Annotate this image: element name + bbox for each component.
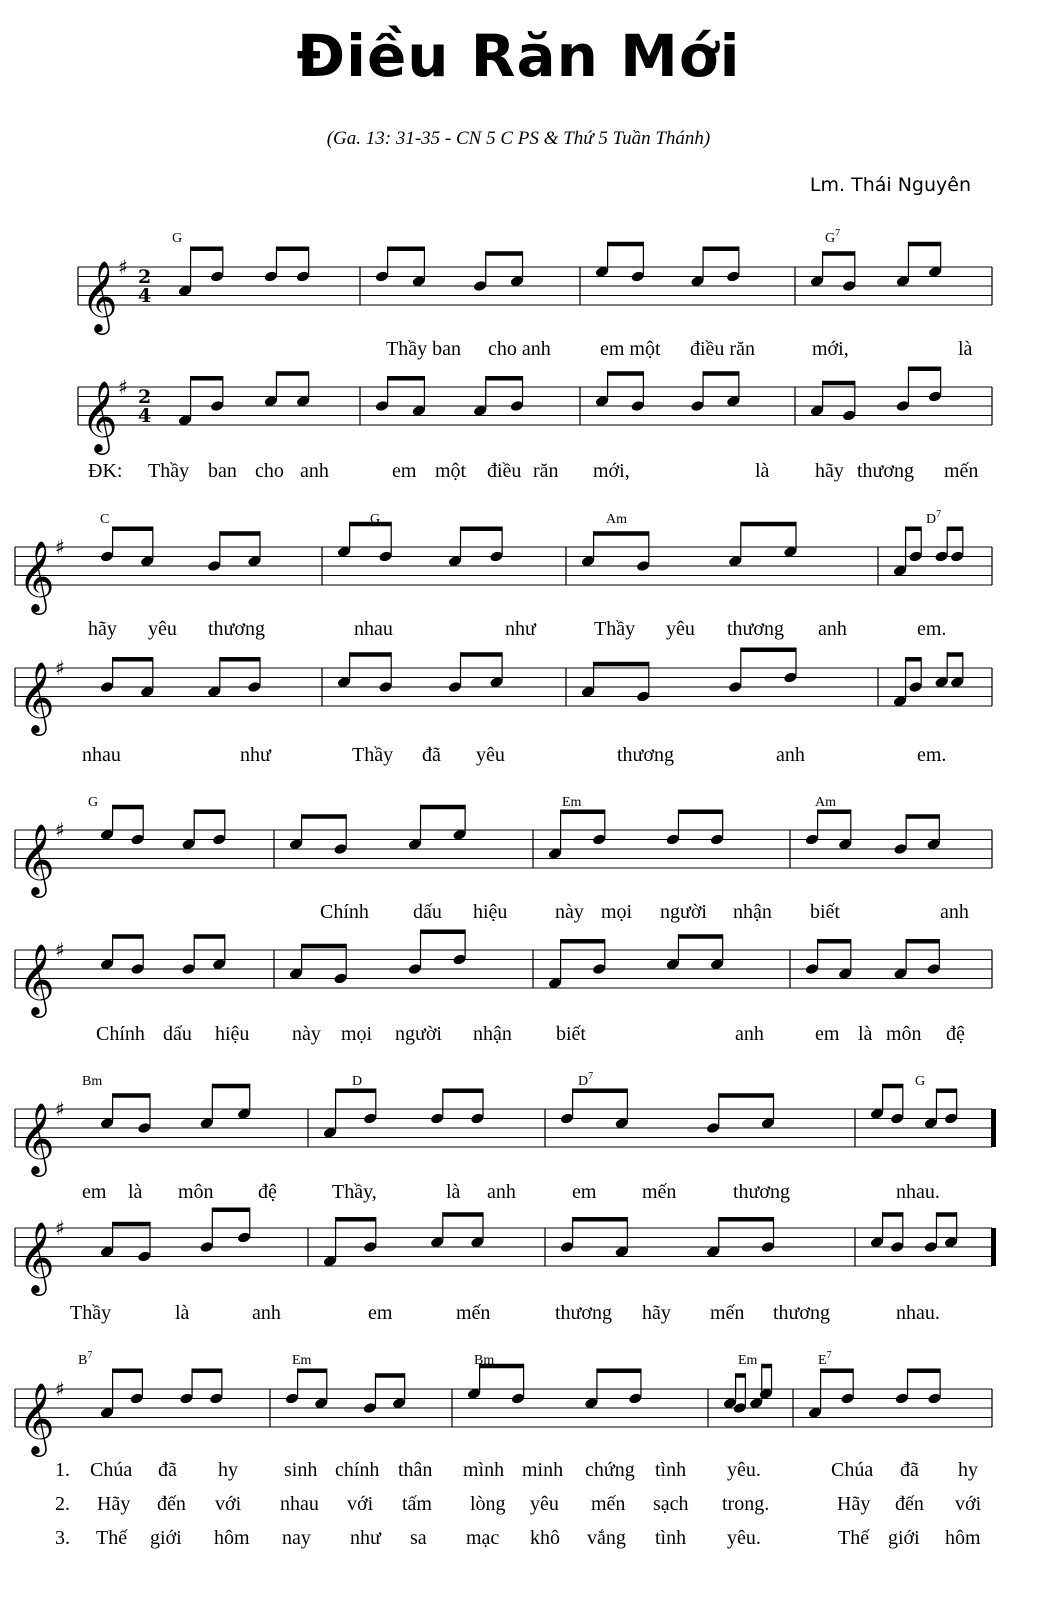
treble-clef-icon: 𝄞 bbox=[81, 379, 118, 452]
melody-lyric-word: thương bbox=[208, 618, 265, 640]
harmony-beam bbox=[906, 939, 939, 944]
melody-beam bbox=[741, 522, 796, 527]
melody-lyric-word: hãy bbox=[88, 618, 117, 640]
chord-symbol: Am bbox=[815, 795, 836, 810]
chord-symbol: $D^7$ bbox=[926, 509, 942, 527]
key-signature-sharp-icon: ♯ bbox=[55, 535, 65, 559]
harmony-beam bbox=[113, 657, 153, 662]
melody-lyric-word: anh bbox=[940, 901, 969, 923]
refrain-lyric-word: là bbox=[175, 1302, 190, 1324]
refrain-lyric-word: anh bbox=[735, 1023, 764, 1045]
refrain-lyric-word: điều bbox=[487, 460, 522, 482]
verse-lyric-word: giới bbox=[150, 1527, 182, 1549]
melody-lyric-word: thương bbox=[733, 1181, 790, 1203]
time-signature-bottom: 4 bbox=[138, 405, 152, 427]
harmony-beam bbox=[486, 376, 523, 381]
refrain-lyric-word: em bbox=[392, 460, 417, 482]
melody-beam bbox=[883, 1084, 903, 1089]
melody-lyric-word: em một bbox=[600, 338, 661, 360]
melody-beam bbox=[302, 814, 347, 819]
harmony-beam bbox=[608, 371, 644, 376]
chord-superscript: 7 bbox=[835, 228, 841, 239]
chord-superscript: 7 bbox=[588, 1071, 594, 1082]
harmony-beam bbox=[573, 1217, 628, 1222]
verse-lyric-word: mạc bbox=[466, 1527, 500, 1549]
refrain-lyric-word: Thầy bbox=[352, 744, 394, 766]
refrain-lyric-word: đã bbox=[422, 744, 441, 766]
verse-lyric-word: đến bbox=[157, 1493, 186, 1515]
melody-beam bbox=[594, 531, 649, 536]
melody-beam bbox=[678, 810, 722, 815]
verse-lyric-word: giới bbox=[888, 1527, 920, 1549]
harmony-beam bbox=[350, 652, 392, 657]
verse-lyric-word: tình bbox=[655, 1459, 687, 1481]
chord-symbol: Am bbox=[606, 512, 627, 527]
key-signature-sharp-icon: ♯ bbox=[118, 255, 128, 279]
melody-lyric-word: là bbox=[958, 338, 973, 360]
treble-clef-icon: 𝄞 bbox=[18, 1381, 55, 1454]
refrain-lyric-word: mến bbox=[710, 1302, 745, 1324]
melody-lyric-word: cho anh bbox=[488, 338, 551, 360]
final-barline bbox=[991, 1228, 996, 1266]
melody-beam bbox=[736, 1373, 746, 1378]
chord-symbol: $D^7$ bbox=[578, 1071, 594, 1089]
treble-clef-icon: 𝄞 bbox=[18, 822, 55, 895]
melody-beam bbox=[113, 1093, 150, 1098]
harmony-beam bbox=[883, 1212, 903, 1217]
melody-beam bbox=[461, 527, 503, 532]
harmony-beam bbox=[678, 934, 722, 939]
verse-lyric-word: yêu. bbox=[727, 1527, 761, 1549]
melody-beam bbox=[818, 810, 851, 815]
harmony-beam bbox=[421, 930, 466, 935]
key-signature-sharp-icon: ♯ bbox=[55, 1216, 65, 1240]
chord-symbol: Bm bbox=[474, 1353, 495, 1368]
refrain-lyric-word: anh bbox=[300, 460, 329, 482]
chord-symbol: Em bbox=[292, 1353, 312, 1368]
harmony-beam bbox=[936, 1212, 956, 1217]
melody-beam bbox=[597, 1369, 641, 1374]
verse-lyric-word: tấm bbox=[402, 1493, 432, 1515]
refrain-lyric-word: thương bbox=[617, 744, 674, 766]
verse-lyric-word: Thế bbox=[96, 1527, 128, 1549]
harmony-beam bbox=[194, 934, 225, 939]
melody-beam bbox=[192, 1369, 222, 1374]
verse-lyric-word: mình bbox=[463, 1459, 505, 1481]
melody-beam bbox=[113, 805, 144, 810]
melody-beam bbox=[561, 810, 605, 815]
verse-lyric-word: đã bbox=[158, 1459, 177, 1481]
verse-lyric-word: Chúa bbox=[90, 1459, 133, 1481]
chord-symbol: Bm bbox=[82, 1074, 103, 1089]
melody-staff bbox=[15, 547, 992, 585]
melody-lyric-word: Thầy ban bbox=[386, 338, 461, 360]
melody-lyric-word: như bbox=[505, 618, 536, 640]
verse-lyric-word: sa bbox=[410, 1527, 427, 1549]
composer-credit: Lm. Thái Nguyên bbox=[809, 174, 971, 196]
chord-symbol: G bbox=[172, 231, 183, 246]
melody-lyric-word: Thầy, bbox=[332, 1181, 377, 1203]
refrain-lyric-word: Thầy bbox=[148, 460, 190, 482]
melody-beam bbox=[821, 1369, 854, 1374]
refrain-lyric-word: Chính bbox=[96, 1023, 145, 1045]
melody-beam bbox=[375, 1373, 404, 1378]
refrain-lyric-word: yêu bbox=[476, 744, 505, 766]
melody-beam bbox=[608, 242, 644, 247]
melody-lyric-word: là bbox=[128, 1181, 143, 1203]
melody-lyric-word: mọi bbox=[601, 901, 633, 923]
refrain-lyric-word: là bbox=[858, 1023, 873, 1045]
verse-lyric-word: hôm bbox=[214, 1527, 250, 1549]
melody-lyric-word: nhau bbox=[354, 618, 393, 640]
refrain-lyric-word: răn bbox=[533, 460, 559, 482]
refrain-lyric-word: nhau. bbox=[896, 1302, 940, 1324]
verse-lyric-word: đã bbox=[900, 1459, 919, 1481]
refrain-lyric-word: Thầy bbox=[70, 1302, 112, 1324]
chord-symbol: G bbox=[915, 1074, 926, 1089]
melody-staff bbox=[15, 1109, 992, 1147]
refrain-lyric-word: thương bbox=[773, 1302, 830, 1324]
melody-beam bbox=[762, 1364, 772, 1369]
chord-symbol: G bbox=[370, 512, 381, 527]
harmony-beam bbox=[302, 944, 347, 949]
chord-symbol: $E^7$ bbox=[818, 1350, 832, 1368]
harmony-beam bbox=[191, 376, 223, 381]
refrain-lyric-word: anh bbox=[776, 744, 805, 766]
harmony-staff bbox=[15, 668, 992, 706]
refrain-lyric-word: thương bbox=[857, 460, 914, 482]
melody-beam bbox=[336, 1089, 376, 1094]
key-signature-sharp-icon: ♯ bbox=[55, 938, 65, 962]
melody-beam bbox=[486, 251, 523, 256]
treble-clef-icon: 𝄞 bbox=[18, 660, 55, 733]
verse-lyric-word: hôm bbox=[945, 1527, 981, 1549]
melody-lyric-word: Chính bbox=[320, 901, 369, 923]
verse-lyric-word: vắng bbox=[587, 1527, 626, 1549]
melody-lyric-word: anh bbox=[818, 618, 847, 640]
treble-clef-icon: 𝄞 bbox=[18, 942, 55, 1015]
verse-lyric-word: sạch bbox=[653, 1493, 689, 1515]
refrain-lyric-word: em bbox=[368, 1302, 393, 1324]
refrain-lyric-word: hãy bbox=[815, 460, 844, 482]
melody-beam bbox=[194, 810, 225, 815]
harmony-beam bbox=[594, 662, 649, 667]
refrain-lyric-word: em bbox=[815, 1023, 840, 1045]
melody-beam bbox=[276, 247, 308, 252]
melody-lyric-word: môn bbox=[178, 1181, 214, 1203]
key-signature-sharp-icon: ♯ bbox=[55, 656, 65, 680]
time-signature-top: 2 bbox=[138, 266, 152, 288]
melody-lyric-word: yêu bbox=[148, 618, 177, 640]
melody-beam bbox=[906, 527, 922, 532]
verse-lyric-word: chứng bbox=[585, 1459, 635, 1481]
verse-lyric-word: thân bbox=[398, 1459, 433, 1481]
melody-lyric-word: yêu bbox=[666, 618, 695, 640]
refrain-lyric-word: anh bbox=[252, 1302, 281, 1324]
refrain-lyric-word: hãy bbox=[642, 1302, 671, 1324]
song-subtitle: (Ga. 13: 31-35 - CN 5 C PS & Thứ 5 Tuần Thánh) bbox=[326, 128, 711, 149]
melody-lyric-word: mến bbox=[642, 1181, 677, 1203]
refrain-lyric-word: đệ bbox=[946, 1023, 965, 1045]
harmony-beam bbox=[908, 367, 940, 372]
melody-lyric-word: Thầy bbox=[594, 618, 636, 640]
harmony-beam bbox=[741, 648, 796, 653]
chord-superscript: 7 bbox=[936, 509, 942, 520]
song-title: Điều Răn Mới bbox=[296, 22, 741, 90]
key-signature-sharp-icon: ♯ bbox=[55, 1097, 65, 1121]
verse-lyric-word: hy bbox=[218, 1459, 238, 1481]
key-signature-sharp-icon: ♯ bbox=[118, 375, 128, 399]
harmony-beam bbox=[703, 371, 739, 376]
verse-lyric-word: trong. bbox=[722, 1493, 770, 1515]
refrain-lyric-word: mến bbox=[944, 460, 979, 482]
verse-lyric-word: nay bbox=[282, 1527, 311, 1549]
melody-lyric-word: này bbox=[555, 901, 584, 923]
verse-lyric-word: như bbox=[350, 1527, 381, 1549]
harmony-staff bbox=[15, 950, 992, 988]
harmony-beam bbox=[947, 652, 963, 657]
melody-beam bbox=[443, 1089, 483, 1094]
refrain-lyric-word: môn bbox=[886, 1023, 922, 1045]
melody-lyric-word: là bbox=[446, 1181, 461, 1203]
harmony-beam bbox=[906, 657, 922, 662]
verse-lyric-word: tình bbox=[655, 1527, 687, 1549]
verse-lyric-word: yêu bbox=[530, 1493, 559, 1515]
harmony-beam bbox=[823, 381, 855, 386]
verse-lyric-word: Hãy bbox=[837, 1493, 871, 1515]
verse-lyric-word: với bbox=[955, 1493, 982, 1515]
verse-lyric-word: chính bbox=[335, 1459, 380, 1481]
harmony-beam bbox=[461, 652, 503, 657]
harmony-beam bbox=[336, 1217, 376, 1222]
refrain-lyric-word: nhau bbox=[82, 744, 121, 766]
time-signature-top: 2 bbox=[138, 386, 152, 408]
harmony-beam bbox=[113, 934, 144, 939]
melody-beam bbox=[936, 1089, 956, 1094]
refrain-lyric-word: mến bbox=[456, 1302, 491, 1324]
melody-lyric-word: em bbox=[82, 1181, 107, 1203]
verse-lyric-word: sinh bbox=[284, 1459, 318, 1481]
harmony-beam bbox=[220, 657, 260, 662]
harmony-beam bbox=[388, 376, 425, 381]
verse-lyric-word: minh bbox=[522, 1459, 564, 1481]
treble-clef-icon: 𝄞 bbox=[18, 1220, 55, 1293]
key-signature-sharp-icon: ♯ bbox=[55, 1377, 65, 1401]
refrain-lyric-word: thương bbox=[555, 1302, 612, 1324]
verse-lyric-word: đến bbox=[895, 1493, 924, 1515]
verse-lyric-word: 1. bbox=[55, 1459, 70, 1481]
verse-lyric-word: với bbox=[347, 1493, 374, 1515]
chord-symbol: C bbox=[100, 512, 110, 527]
melody-beam bbox=[906, 814, 939, 819]
melody-beam bbox=[191, 247, 223, 252]
harmony-beam bbox=[212, 1208, 249, 1213]
chord-symbol: Em bbox=[562, 795, 582, 810]
chord-superscript: 7 bbox=[87, 1350, 93, 1361]
melody-lyric-word: em bbox=[572, 1181, 597, 1203]
treble-clef-icon: 𝄞 bbox=[18, 1101, 55, 1174]
melody-beam bbox=[220, 531, 260, 536]
refrain-lyric-word: ban bbox=[208, 460, 237, 482]
refrain-lyric-word: người bbox=[395, 1023, 442, 1045]
melody-lyric-word: điều răn bbox=[690, 338, 755, 360]
melody-beam bbox=[908, 242, 940, 247]
refrain-lyric-word: này bbox=[292, 1023, 321, 1045]
melody-beam bbox=[573, 1089, 628, 1094]
chord-symbol: G bbox=[88, 795, 99, 810]
verse-lyric-word: với bbox=[215, 1493, 242, 1515]
chord-symbol: $G^7$ bbox=[825, 228, 841, 246]
verse-lyric-word: Chúa bbox=[831, 1459, 874, 1481]
melody-lyric-word: người bbox=[660, 901, 707, 923]
refrain-lyric-word: là bbox=[755, 460, 770, 482]
melody-beam bbox=[823, 251, 855, 256]
treble-clef-icon: 𝄞 bbox=[18, 539, 55, 612]
melody-lyric-word: em. bbox=[917, 618, 947, 640]
melody-beam bbox=[113, 1369, 143, 1374]
chord-superscript: 7 bbox=[826, 1350, 832, 1361]
melody-lyric-word: dấu bbox=[413, 901, 442, 923]
melody-lyric-word: nhau. bbox=[896, 1181, 940, 1203]
refrain-lyric-word: nhận bbox=[473, 1023, 512, 1045]
verse-lyric-word: Thế bbox=[838, 1527, 870, 1549]
verse-lyric-word: khô bbox=[530, 1527, 560, 1549]
melody-beam bbox=[908, 1369, 941, 1374]
melody-lyric-word: biết bbox=[810, 901, 840, 923]
refrain-lyric-word: mọi bbox=[341, 1023, 373, 1045]
verse-lyric-word: lòng bbox=[470, 1493, 506, 1515]
melody-beam bbox=[388, 247, 425, 252]
verse-lyric-word: yêu. bbox=[727, 1459, 761, 1481]
melody-lyric-word: anh bbox=[487, 1181, 516, 1203]
verse-lyric-word: 2. bbox=[55, 1493, 70, 1515]
harmony-staff bbox=[15, 1228, 992, 1266]
refrain-lyric-word: ĐK: bbox=[88, 460, 123, 482]
verse-lyric-word: hy bbox=[958, 1459, 978, 1481]
verse-lyric-word: 3. bbox=[55, 1527, 70, 1549]
refrain-lyric-word: em. bbox=[917, 744, 947, 766]
refrain-lyric-word: mới, bbox=[593, 460, 630, 482]
harmony-beam bbox=[113, 1222, 150, 1227]
time-signature-bottom: 4 bbox=[138, 285, 152, 307]
melody-beam bbox=[947, 527, 963, 532]
refrain-lyric-word: cho bbox=[255, 460, 284, 482]
harmony-beam bbox=[719, 1217, 774, 1222]
chord-symbol: $B^7$ bbox=[78, 1350, 93, 1368]
verse-lyric-word: Hãy bbox=[97, 1493, 131, 1515]
refrain-lyric-word: dấu bbox=[163, 1023, 192, 1045]
harmony-beam bbox=[561, 939, 605, 944]
melody-beam bbox=[298, 1369, 327, 1374]
melody-beam bbox=[421, 805, 466, 810]
chord-symbol: D bbox=[352, 1074, 363, 1089]
melody-lyric-word: nhận bbox=[733, 901, 772, 923]
harmony-beam bbox=[443, 1212, 483, 1217]
refrain-lyric-word: hiệu bbox=[215, 1023, 250, 1045]
melody-beam bbox=[212, 1084, 249, 1089]
melody-lyric-word: đệ bbox=[258, 1181, 277, 1203]
melody-lyric-word: thương bbox=[727, 618, 784, 640]
final-barline bbox=[991, 1109, 996, 1147]
verse-lyric-word: nhau bbox=[280, 1493, 319, 1515]
harmony-beam bbox=[818, 939, 851, 944]
chord-symbol: Em bbox=[738, 1353, 758, 1368]
harmony-beam bbox=[276, 371, 308, 376]
refrain-lyric-word: một bbox=[435, 460, 467, 482]
melody-lyric-word: hiệu bbox=[473, 901, 508, 923]
melody-beam bbox=[113, 527, 153, 532]
key-signature-sharp-icon: ♯ bbox=[55, 818, 65, 842]
melody-staff bbox=[15, 830, 992, 868]
treble-clef-icon: 𝄞 bbox=[81, 259, 118, 332]
melody-beam bbox=[719, 1093, 774, 1098]
melody-lyric-word: mới, bbox=[812, 338, 849, 360]
refrain-lyric-word: biết bbox=[556, 1023, 586, 1045]
melody-beam bbox=[703, 247, 739, 252]
verse-lyric-word: mến bbox=[591, 1493, 626, 1515]
refrain-lyric-word: như bbox=[240, 744, 271, 766]
